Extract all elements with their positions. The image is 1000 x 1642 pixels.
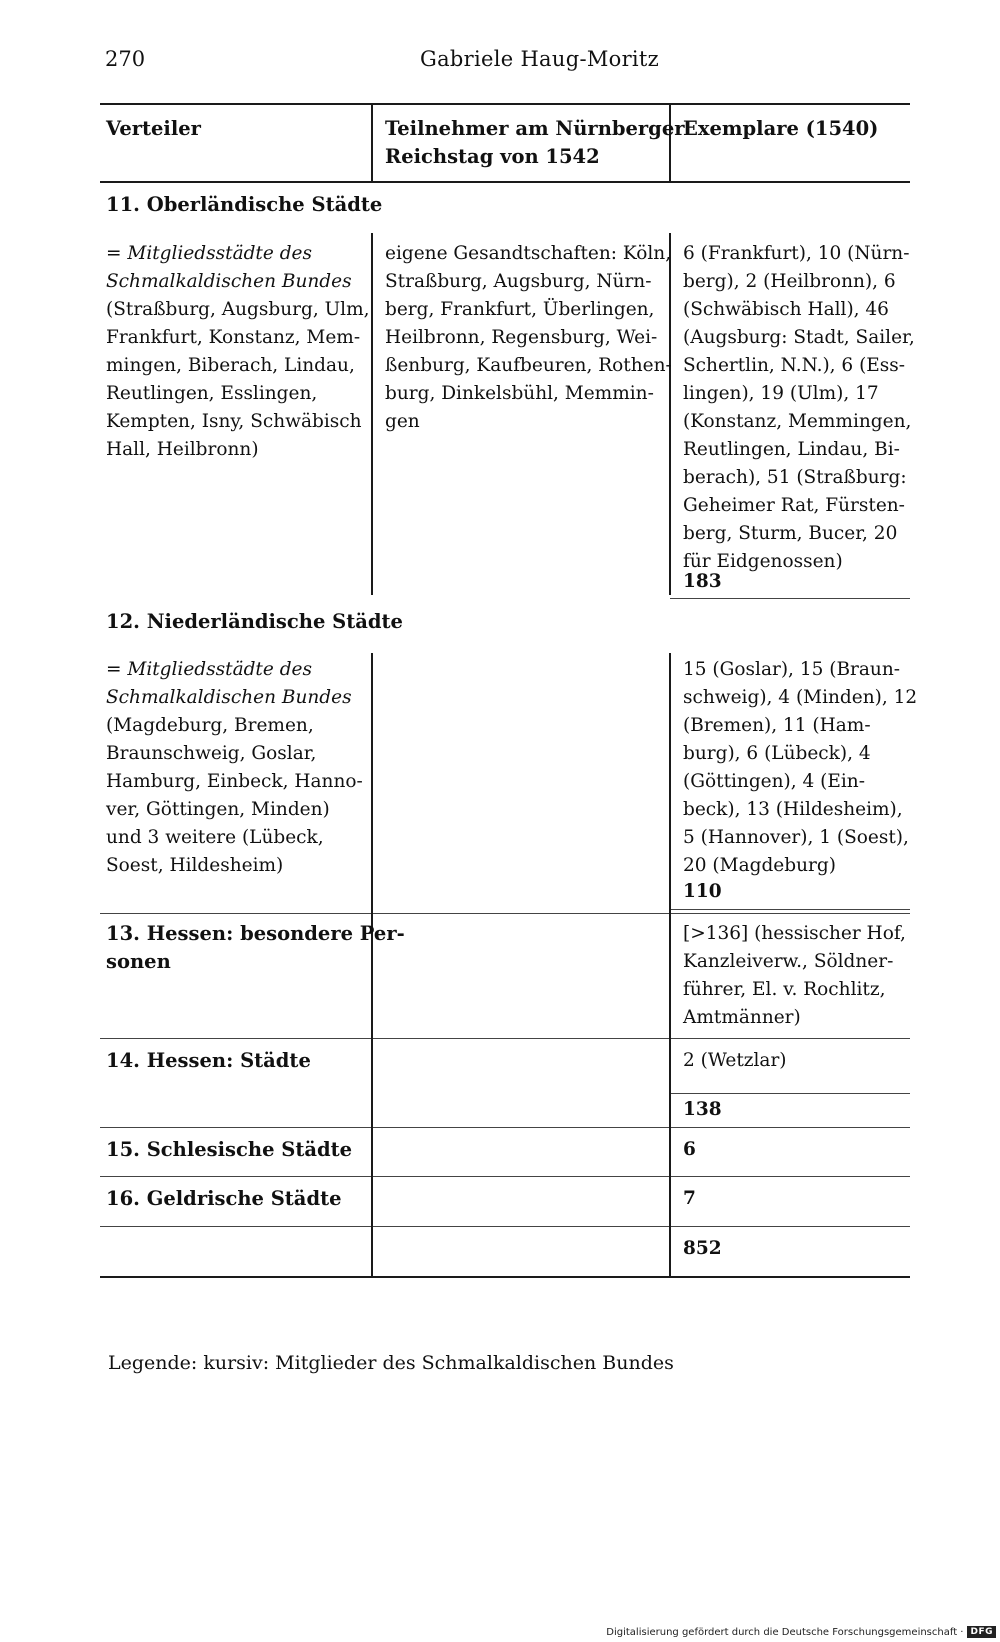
group-title: 12. Niederländische Städte: [106, 610, 403, 633]
legend: Legende: kursiv: Mitglieder des Schmalkaldischen Bundes: [108, 1352, 674, 1374]
col-divider: [371, 103, 373, 181]
members-list: (Straßburg, Augsburg, Ulm, Frankfurt, Konstanz, Mem- mingen, Biberach, Lindau, Reutlingen, Esslingen, Kempten, Isny, Schwäbisch Hall, Heilbronn): [106, 299, 370, 460]
header-verteiler: Verteiler: [106, 117, 201, 140]
dfg-logo: DFG: [967, 1626, 996, 1638]
col-divider: [371, 233, 373, 595]
copies-total: 183: [683, 571, 722, 592]
g14-total-rule: [670, 1093, 910, 1094]
g16-bottom-rule: [100, 1226, 910, 1227]
copies-detail: 15 (Goslar), 15 (Braun- schweig), 4 (Minden), 12 (Bremen), 11 (Ham- burg), 6 (Lübeck), 4 (Göttingen), 4 (Ein- beck), 13 (Hildesheim), 5 (Hannover), 1 (Soest), 20 (Magdeburg): [683, 659, 918, 876]
page-number: 270: [105, 47, 146, 71]
g15-bottom-rule: [100, 1176, 910, 1177]
copies-detail: 2 (Wetzlar): [683, 1050, 787, 1071]
group-title: 15. Schlesische Städte: [106, 1138, 353, 1161]
running-head: Gabriele Haug-Moritz: [420, 47, 660, 71]
table-bottom-rule: [100, 1276, 910, 1278]
participants: eigene Gesandtschaften: Köln, Straßburg, Augsburg, Nürn- berg, Frankfurt, Überlingen, Heilbronn, Regensburg, Wei- ßenburg, Kaufbeuren, Rothen- burg, Dinkelsbühl, Memmin- gen: [385, 243, 672, 432]
group-title: 11. Oberländische Städte: [106, 193, 383, 216]
g14-bottom-rule: [100, 1127, 910, 1128]
g11-total-rule: [670, 598, 910, 599]
digitization-credit: [606, 1626, 996, 1638]
group-title: 16. Geldrische Städte: [106, 1187, 342, 1210]
credit-text: Digitalisierung gefördert durch die Deutsche Forschungsgemeinschaft ·: [606, 1626, 964, 1638]
g12-bottom-rule: [100, 913, 910, 914]
col-divider: [669, 653, 671, 1276]
copies-detail: 6 (Frankfurt), 10 (Nürn- berg), 2 (Heilbronn), 6 (Schwäbisch Hall), 46 (Augsburg: Stadt, Sailer, Schertlin, N.N.), 6 (Ess- lingen), 19 (Ulm), 17 (Konstanz, Memmingen, Reutlingen, Lindau, Bi- berach), 51 (Straßburg: Geheimer Rat, Fürsten- berg, Sturm, Bucer, 20 für Eidgenossen): [683, 243, 915, 572]
group-title: 14. Hessen: Städte: [106, 1049, 311, 1072]
copies-total: 6: [683, 1139, 696, 1160]
g13-bottom-rule: [100, 1038, 910, 1039]
members-italic: = Mitgliedsstädte des Schmalkaldischen Bundes: [106, 659, 352, 708]
copies-total: 7: [683, 1188, 696, 1209]
members-list: (Magdeburg, Bremen, Braunschweig, Goslar, Hamburg, Einbeck, Hanno- ver, Göttingen, Minden) und 3 weitere (Lübeck, Soest, Hildesheim): [106, 715, 363, 876]
g12-total-rule: [670, 909, 910, 910]
members-italic: = Mitgliedsstädte des Schmalkaldischen Bundes: [106, 243, 352, 292]
header-exemplare: Exemplare (1540): [683, 117, 879, 140]
copies-total: 110: [683, 881, 722, 902]
group-title: 13. Hessen: besondere Per- sonen: [106, 922, 405, 973]
header-teilnehmer: Teilnehmer am Nürnberger Reichstag von 1542: [385, 117, 685, 168]
grand-total: 852: [683, 1238, 722, 1259]
header-bottom-rule: [100, 181, 910, 183]
copies-detail: [>136] (hessischer Hof, Kanzleiverw., Söldner- führer, El. v. Rochlitz, Amtmänner): [683, 923, 906, 1028]
table-top-rule: [100, 103, 910, 105]
copies-total: 138: [683, 1099, 722, 1120]
